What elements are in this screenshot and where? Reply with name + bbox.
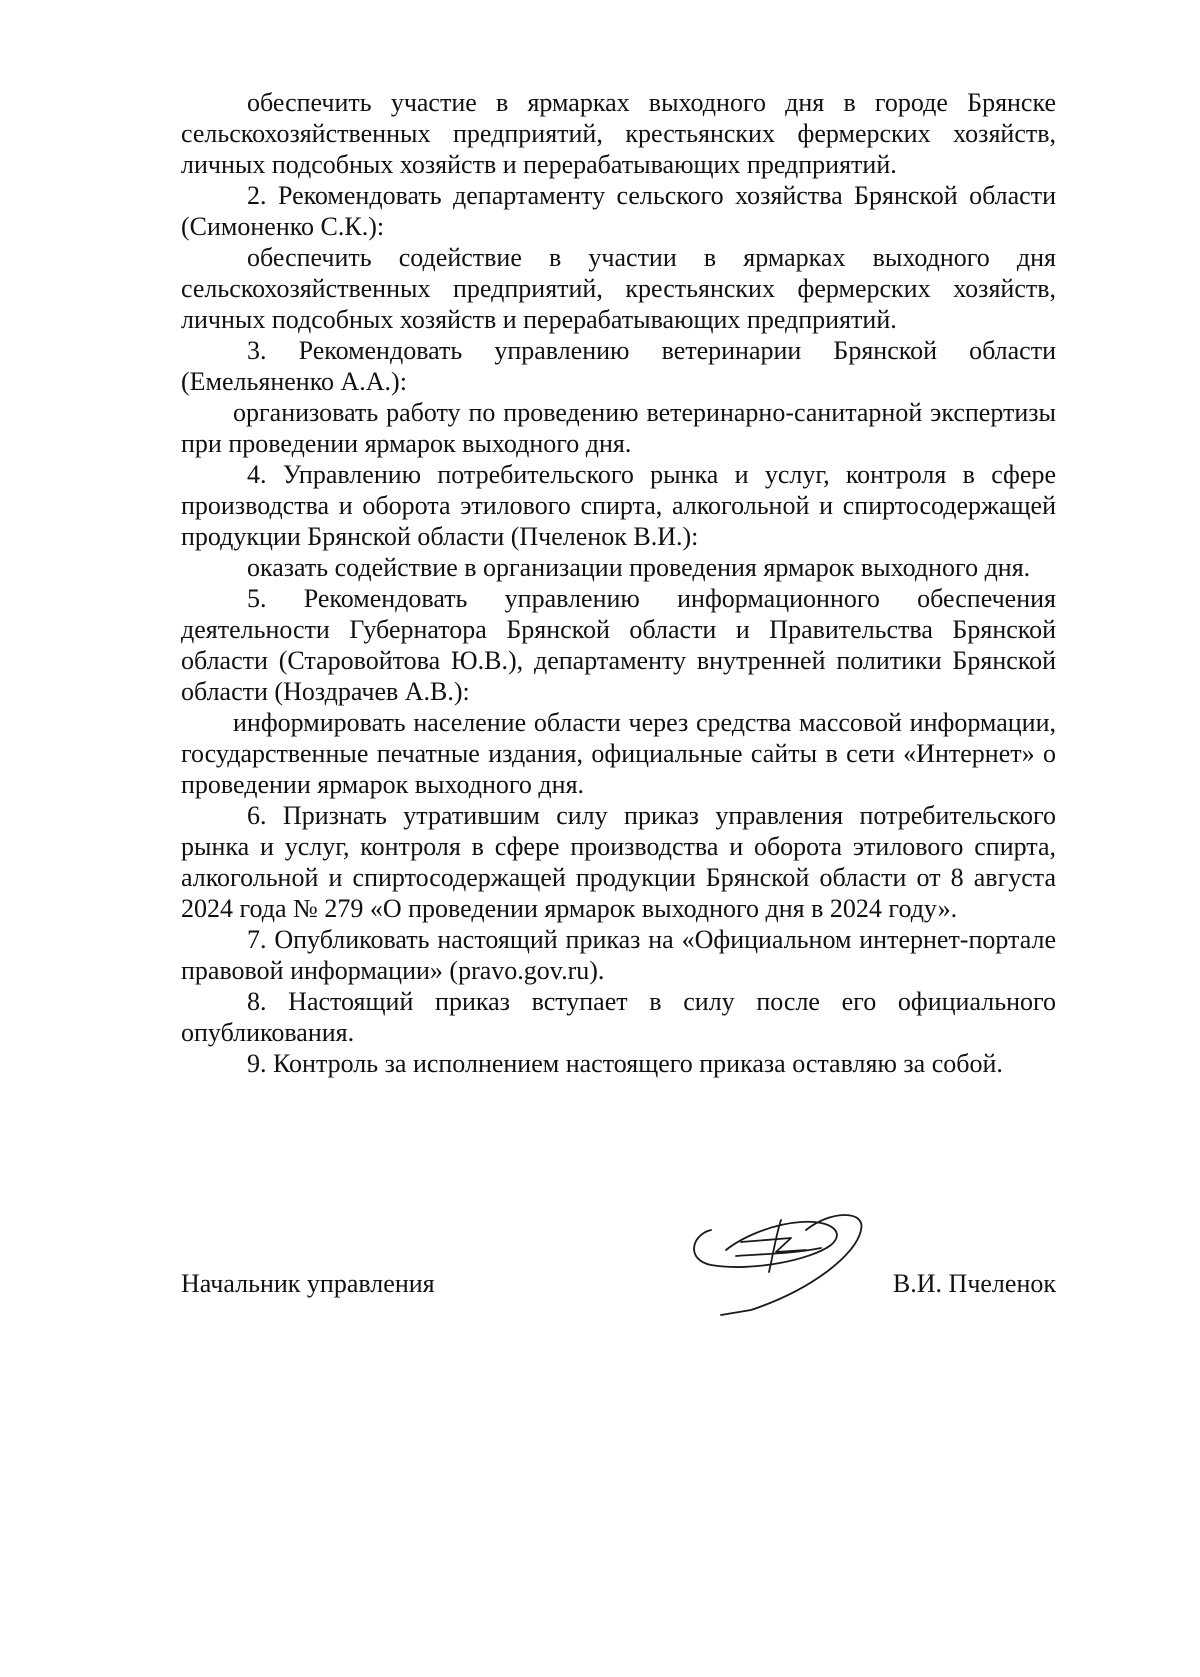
paragraph-5: организовать работу по проведению ветеринарно-санитарной экспертизы при проведении ярмарок выходного дня. <box>181 398 1056 458</box>
signatory-name: В.И. Пчеленок <box>892 1269 1056 1298</box>
paragraph-11: 7. Опубликовать настоящий приказ на «Официальном интернет-портале правовой информации» (pravo.gov.ru). <box>181 925 1056 985</box>
paragraph-2: 2. Рекомендовать департаменту сельского хозяйства Брянской области (Симоненко С.К.): <box>181 181 1056 241</box>
paragraph-1: обеспечить участие в ярмарках выходного дня в городе Брянске сельскохозяйственных предприятий, крестьянских фермерских хозяйств, личных подсобных хозяйств и перерабатывающих предприятий. <box>181 88 1056 179</box>
paragraph-10: 6. Признать утратившим силу приказ управления потребительского рынка и услуг, контроля в сфере производства и оборота этилового спирта, алкогольной и спиртосодержащей продукции Брянской области от 8 августа 2024 года № 279 «О проведении ярмарок выходного дня в 2024 году». <box>181 801 1056 923</box>
document-body <box>181 87 1056 1079</box>
handwritten-signature <box>681 1190 881 1330</box>
signatory-position: Начальник управления <box>181 1269 435 1298</box>
paragraph-4: 3. Рекомендовать управлению ветеринарии Брянской области (Емельяненко А.А.): <box>181 336 1056 396</box>
paragraph-12: 8. Настоящий приказ вступает в силу после его официального опубликования. <box>181 987 1056 1047</box>
signature-block <box>181 1240 1056 1360</box>
paragraph-9: информировать население области через средства массовой информации, государственные печатные издания, официальные сайты в сети «Интернет» о проведении ярмарок выходного дня. <box>181 708 1056 799</box>
paragraph-13: 9. Контроль за исполнением настоящего приказа оставляю за собой. <box>247 1049 1003 1078</box>
paragraph-6: 4. Управлению потребительского рынка и услуг, контроля в сфере производства и оборота этилового спирта, алкогольной и спиртосодержащей продукции Брянской области (Пчеленок В.И.): <box>181 460 1056 551</box>
paragraph-8: 5. Рекомендовать управлению информационного обеспечения деятельности Губернатора Брянской области и Правительства Брянской области (Старовойтова Ю.В.), департаменту внутренней политики Брянской области (Ноздрачев А.В.): <box>181 584 1056 706</box>
paragraph-3: обеспечить содействие в участии в ярмарках выходного дня сельскохозяйственных предприятий, крестьянских фермерских хозяйств, личных подсобных хозяйств и перерабатывающих предприятий. <box>181 243 1056 334</box>
paragraph-7: оказать содействие в организации проведения ярмарок выходного дня. <box>247 553 1031 582</box>
